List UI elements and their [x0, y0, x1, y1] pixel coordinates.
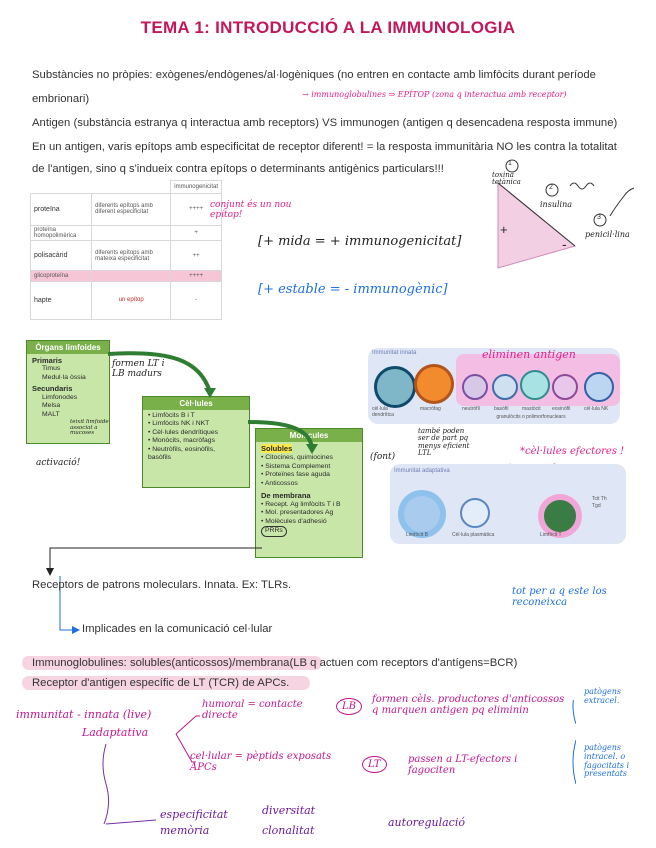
note-patogens-ext: patògens extracel. [584, 687, 622, 705]
molecules-item: • Molècules d'adhesió [261, 517, 327, 525]
note-autoregulacio: autoregulació [388, 816, 465, 829]
note-patogens-int: patògens intracel. o fagocitats i presentats [584, 743, 630, 779]
label-limfocit-t: Limfòcit T [540, 532, 562, 538]
label-eosinofil: eosinòfil [552, 406, 571, 412]
note-activacio: activació! [36, 458, 81, 468]
note-font: (font) [370, 452, 396, 462]
note-tambe: també poden ser de part pq menys eficient LTL [418, 427, 470, 458]
eosinophil-icon [552, 374, 578, 400]
label-mastocit: mastòcit [522, 406, 541, 412]
communication-description: Implicades en la comunicació cel·lular [82, 623, 273, 635]
table-row-desc: diferents epítops amb mateixa especificitat [92, 241, 171, 271]
cells-item: • Limfòcits NK i NKT [148, 420, 210, 428]
cells-item: • Cèl·lules dendrítiques [148, 428, 219, 436]
label-plasmatica: Cèl·lula plasmàtica [452, 532, 495, 538]
triangle-label-3: penicil·lina [585, 230, 630, 239]
mastocyte-icon [520, 370, 550, 400]
note-conjunt: conjunt és un nou epítop! [210, 200, 292, 221]
text-line-2: embrionari) [32, 93, 90, 105]
table-row-desc: un epítop [92, 281, 171, 319]
dendritic-cell-icon [374, 366, 416, 408]
adaptive-label: Immunitat adaptativa [394, 468, 450, 474]
note-adaptativa: Ladaptativa [82, 726, 149, 739]
organs-item: Limfonodes [42, 393, 78, 401]
organs-secundaris: Secundaris [32, 384, 73, 394]
text-line-1: Substàncies no pròpies: exògenes/endògenes/al·logèniques (no entren en contacte amb limfòcits durant període [32, 69, 596, 81]
molecules-item: • Recept. Ag limfòcits T i B [261, 500, 341, 508]
triangle-n3: 3 [597, 214, 601, 221]
note-lb-text: formen cèls. productores d'anticossos q marquen antigen pq eliminin [372, 694, 565, 716]
b-lymphocyte-icon [398, 490, 446, 538]
triangle-label-2: insulina [540, 200, 573, 209]
note-mida: [+ mida = + immunogenicitat] [258, 234, 462, 249]
note-memoria: memòria [160, 824, 210, 837]
label-macrofag: macròfag [420, 406, 441, 412]
molecules-item: • Sistema Complement [261, 462, 331, 470]
triangle-n1: 1 [508, 160, 512, 167]
molecules-solubles: Solubles [261, 444, 293, 453]
ig-description: Immunoglobulines: solubles(anticossos)/membrana(LB q actuen com receptors d'antígens=BCR) [32, 657, 518, 669]
flow-arrows [0, 330, 400, 640]
note-malt: teixit limfoide associat a mucoses [70, 419, 109, 436]
note-estable: [+ estable = - immunogènic] [258, 282, 448, 297]
plasma-cell-icon [460, 498, 490, 528]
basophil-icon [492, 374, 518, 400]
table-row-name: proteïna homopolimèrica [31, 225, 92, 241]
organs-item: Timus [42, 365, 61, 373]
immunogenicity-table [30, 180, 222, 320]
note-eliminen: eliminen antigen [482, 348, 576, 361]
page-title: TEMA 1: INTRODUCCIÓ A LA IMMUNOLOGIA [140, 18, 516, 37]
cells-item: • Limfòcits B i T [148, 412, 195, 419]
table-row-value: ++++ [171, 193, 222, 225]
tcr-description: Receptor d'antigen específic de LT (TCR) de APCs. [32, 677, 290, 689]
organs-item: Melsa [42, 402, 61, 410]
molecules-item: • Citocines, quimiocines [261, 454, 333, 462]
text-line-4: En un antigen, varis epítops amb especificitat de receptor diferent! = la resposta immunitària NO les contra la totalitat [32, 141, 617, 153]
molecules-membrana: De membrana [261, 491, 311, 501]
nk-cell-icon [584, 372, 614, 402]
organs-head: Òrgans limfoides [27, 341, 109, 354]
table-header: immunogenicitat [171, 181, 222, 194]
triangle-minus: - [562, 236, 567, 252]
molecules-item: • Mol. presentadores Ag [261, 509, 334, 517]
organs-item: Medul·la òssia [42, 373, 86, 381]
note-innata: immunitat - innata (live) [16, 708, 152, 721]
triangle-label-1: toxina tetànica [492, 171, 521, 186]
label-t-subtypes: Tcit Th Tgd [592, 496, 607, 509]
label-granulocits: granulòcits o polimorfonuclears [496, 414, 566, 420]
note-especificitat: especificitat [160, 808, 228, 821]
text-line-5: de l'antigen, sino q s'indueix contra epítops o determinants antigènics particulars!!! [32, 163, 444, 175]
triangle-plus: + [500, 222, 508, 237]
badge-lb: LB [336, 698, 362, 715]
table-row-value: ++++ [171, 271, 222, 282]
macrophage-icon [414, 364, 454, 404]
table-row-desc: diferents epítops amb diferent especificitat [92, 193, 171, 225]
cells-head: Cèl·lules [143, 397, 249, 410]
table-row-name: polisacàrid [31, 241, 92, 271]
note-clonalitat: clonalitat [262, 824, 315, 837]
organs-item: MALT [42, 410, 60, 418]
note-tot-per: tot per a q este los reconeixca [512, 586, 607, 608]
table-row-value: - [171, 281, 222, 319]
note-efectores: *cèl·lules efectores ! [520, 446, 625, 457]
text-line-3: Antigen (substància estranya q interactua amb receptors) VS immunogen (antigen q desencadena resposta immune) [32, 117, 618, 129]
label-basofil: basòfil [494, 406, 509, 412]
badge-lt: LT [362, 756, 387, 773]
table-row-name: proteïna [31, 193, 92, 225]
table-row-name: hapte [31, 281, 92, 319]
organs-primaris: Primaris [32, 356, 63, 365]
label-dendritic: cèl·lula dendrítica [372, 406, 394, 418]
molecules-item-prrs: PRRs [261, 526, 287, 536]
cells-item: • Monòcits, macròfags [148, 437, 215, 445]
innate-label: Immunitat innata [372, 350, 417, 356]
table-row-name: glicoproteïna [31, 271, 92, 282]
triangle-n2: 2 [549, 184, 553, 191]
note-diversitat: diversitat [262, 804, 316, 817]
neutrophil-icon [462, 374, 488, 400]
molecules-item: • Anticossos [261, 479, 298, 487]
prr-description: Receptors de patrons moleculars. Innata. Ex: TLRs. [32, 579, 292, 591]
cells-item: • Neutròfils, eosinòfils, basòfils [148, 445, 215, 462]
label-neutrofil: neutròfil [462, 406, 480, 412]
note-cellular: cel·lular = pèptids exposats APCs [190, 751, 332, 773]
note-lt-text: passen a LT-efectors i fagociten [408, 754, 518, 776]
molecules-item: • Proteïnes fase aguda [261, 471, 330, 479]
annotation-immunoglobulines: → immunoglobulines ⇒ EPÍTOP (zona q interactua amb receptor) [302, 90, 567, 99]
label-limfocit-b: Limfòcit B [406, 532, 428, 538]
note-formen: formen LT i LB madurs [112, 359, 165, 379]
table-row-value: ++ [171, 241, 222, 271]
label-nk: cèl·lula NK [584, 406, 609, 412]
note-humoral: humoral = contacte directe [202, 699, 303, 721]
molecules-head: Molècules [256, 429, 362, 442]
table-row-value: + [171, 225, 222, 241]
